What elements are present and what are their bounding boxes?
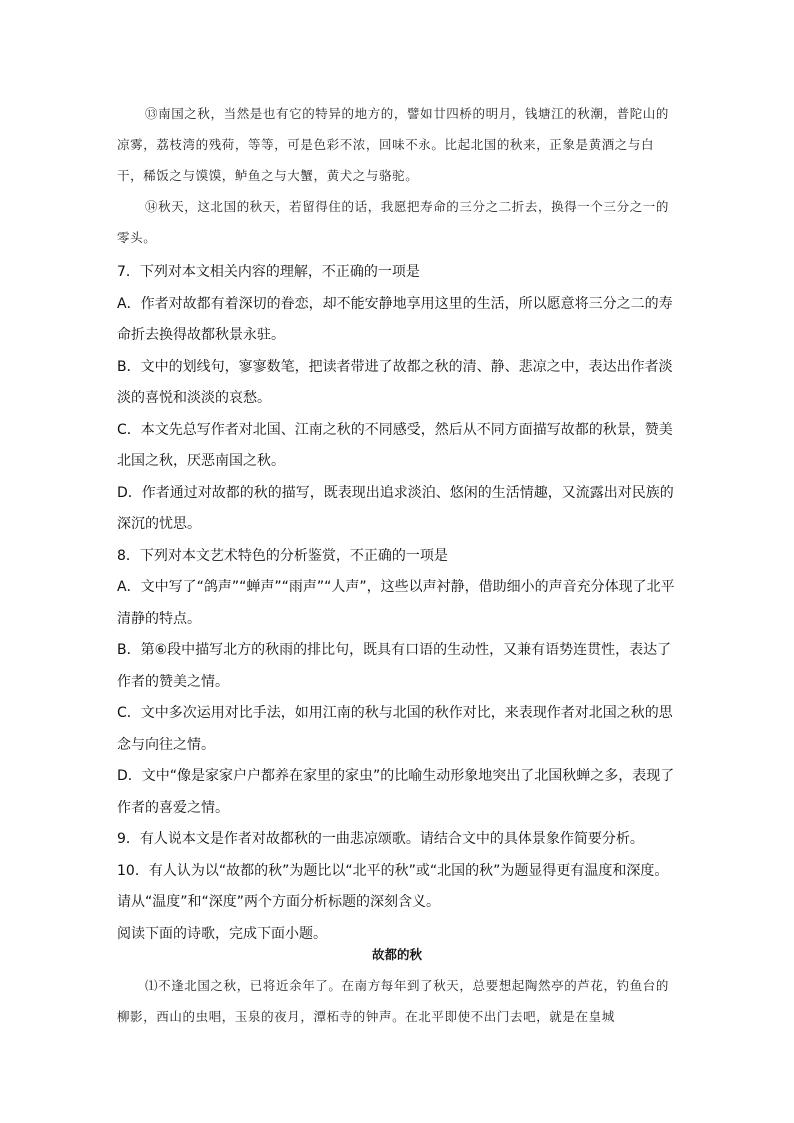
question-8-stem: 8．下列对本文艺术特色的分析鉴赏，不正确的一项是: [117, 547, 448, 564]
paragraph-14: ⑭秋天，这北国的秋天，若留得住的话，我愿把寿命的三分之二折去，换得一个三分之一的零头。: [117, 199, 670, 245]
reading-instruction: 阅读下面的诗歌，完成下面小题。: [117, 925, 327, 942]
question-7-option-c: C．本文先总写作者对北国、江南之秋的不同感受，然后从不同方面描写故都的秋景，赞美北国之秋，厌恶南国之秋。: [117, 421, 673, 469]
paragraph-13: ⑬南国之秋，当然是也有它的特异的地方的，譬如廿四桥的明月，钱塘江的秋潮，普陀山的凉雾，荔枝湾的残荷，等等，可是色彩不浓，回味不永。比起北国的秋来，正象是黄酒之与白干，稀饭之与馍馍，鲈鱼之与大蟹，黄犬之与骆驼。: [117, 106, 670, 183]
question-8-option-c: C．文中多次运用对比手法，如用江南的秋与北国的秋作对比，来表现作者对北国之秋的思念与向往之情。: [117, 705, 673, 753]
question-7-stem: 7．下列对本文相关内容的理解，不正确的一项是: [117, 264, 420, 280]
passage-top: [117, 98, 679, 253]
question-9-stem: 9．有人说本文是作者对故都秋的一曲悲凉颂歌。请结合文中的具体景象作简要分析。: [117, 831, 644, 847]
question-7-option-a: A．作者对故都有着深切的眷恋，却不能安静地享用这里的生活，所以愿意将三分之二的寿命折去换得故都秋景永驻。: [117, 295, 673, 343]
question-7-option-d: D．作者通过对故都的秋的描写，既表现出追求淡泊、悠闲的生活情趣，又流露出对民族的深沉的忧思。: [117, 484, 674, 532]
passage-bottom: [117, 970, 679, 1032]
paragraph-1: ⑴不逢北国之秋，已将近余年了。在南方每年到了秋天，总要想起陶然亭的芦花，钓鱼台的柳影，西山的虫唱，玉泉的夜月，潭柘寺的钟声。在北平即使不出门去吧，就是在皇城: [117, 978, 670, 1024]
poem-title: 故都的秋: [371, 947, 422, 962]
question-8-option-d: D．文中“像是家家户户都养在家里的家虫”的比喻生动形象地突出了北国秋蝉之多，表现了作者的喜爱之情。: [117, 768, 675, 816]
question-10-stem: 10．有人认为以“故都的秋”为题比以“北平的秋”或“北国的秋”为题显得更有温度和深度。请从“温度”和“深度”两个方面分析标题的深刻含义。: [117, 862, 669, 910]
question-8-option-a: A．文中写了“鸽声”“蝉声”“雨声”“人声”，这些以声衬静，借助细小的声音充分体现了北平清静的特点。: [117, 579, 675, 627]
questions-section: [117, 257, 679, 950]
question-8-option-b: B．第⑥段中描写北方的秋雨的排比句，既具有口语的生动性，又兼有语势连贯性，表达了作者的赞美之情。: [117, 642, 672, 690]
question-7-option-b: B．文中的划线句，寥寥数笔，把读者带进了故都之秋的清、静、悲凉之中，表达出作者淡淡的喜悦和淡淡的哀愁。: [117, 358, 673, 406]
